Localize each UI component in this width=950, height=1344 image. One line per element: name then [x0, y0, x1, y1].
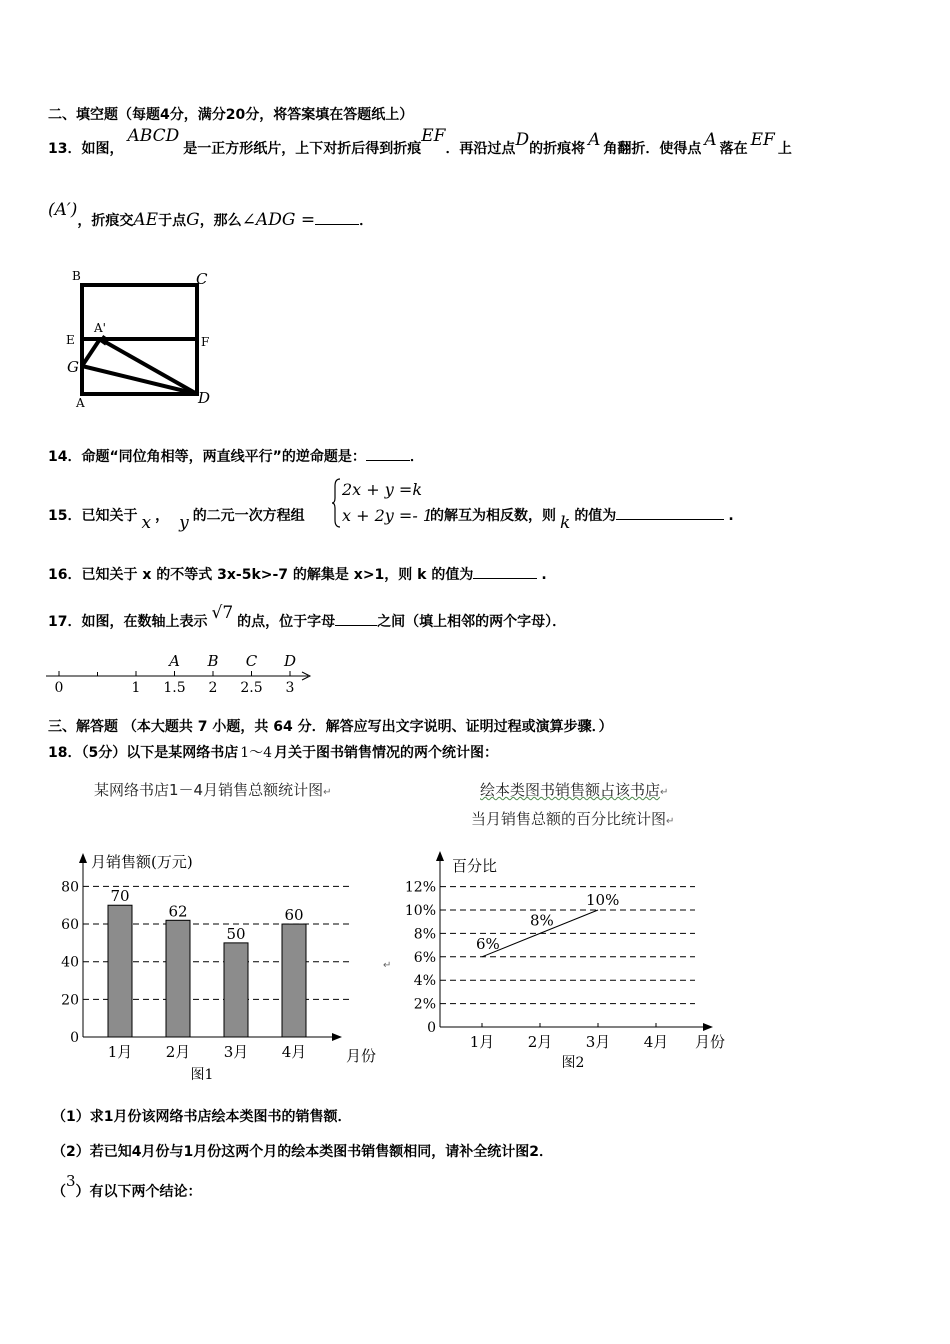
chart1-ytick-label: 20 [61, 992, 79, 1009]
q15-answer-blank [616, 505, 724, 520]
q18-sub3 [52, 1172, 202, 1203]
label-d: D [198, 389, 211, 407]
q18-sub3-text: ）有以下两个结论： [75, 1184, 202, 1200]
q13-math-ae: AE [133, 210, 159, 230]
q15-equation-2: x + 2y =- 1 [342, 506, 433, 525]
q15-system-brace [332, 478, 340, 528]
label-c: C [196, 270, 208, 288]
chart2-category-label: 2月 [527, 1033, 553, 1051]
q14-text: 14．命题“同位角相等，两直线平行”的逆命题是： [48, 449, 366, 465]
q13-math-a1: A [588, 130, 601, 150]
q18-sub3-num: 3 [66, 1172, 76, 1190]
q15-math-k: k [560, 513, 571, 533]
q18-text: 18．（5分）以下是某网络书店 [48, 745, 239, 761]
label-e: E [66, 333, 75, 347]
q16-text: 16．已知关于 x 的不等式 3x-5k>-7 的解集是 x>1，则 k 的值为 [48, 567, 474, 583]
chart1-bar-value-label: 50 [226, 924, 246, 943]
q13-text7: ，折痕交 [77, 213, 134, 229]
q15-text5: 的值为 [574, 508, 617, 524]
chart2-category-label: 3月 [585, 1033, 611, 1051]
chart2-x-arrow [703, 1023, 713, 1031]
q13-text3: 的折痕将 [529, 141, 586, 157]
chart2-line-chart [405, 845, 745, 1075]
q13-number: 13．如图， [48, 141, 124, 157]
chart1-ytick-label: 80 [61, 879, 79, 896]
section-2-heading: 二、填空题（每题4分，满分20分，将答案填在答题纸上） [48, 107, 414, 123]
q17-number-line [40, 650, 320, 696]
chart2-point-label: 6% [476, 934, 500, 953]
number-line-letter-D: D [283, 652, 297, 670]
q18-sub1: （1）求1月份该网络书店绘本类图书的销售额． [52, 1109, 352, 1125]
number-line-tick-label: 2 [208, 680, 218, 696]
q13-text8: 于点 [158, 213, 187, 229]
chart1-bar-chart [50, 845, 380, 1085]
q13-answer-blank [315, 210, 359, 225]
q13-math-a2: A [704, 130, 717, 150]
chart2-title-line1 [480, 779, 668, 800]
q15-math-x: x [141, 513, 152, 533]
chart2-ytick-label: 12% [405, 879, 436, 896]
between-charts-mark: ↵ [383, 960, 392, 971]
chart2-title2-mark: ↵ [666, 816, 675, 827]
question-18 [48, 742, 498, 762]
q15-text1: 15．已知关于 [48, 508, 138, 524]
q13-math-ef: EF [421, 126, 446, 146]
chart1-category-label: 3月 [223, 1043, 249, 1061]
brace-icon [332, 478, 342, 528]
chart1-x-arrow [332, 1033, 342, 1041]
chart1-category-label: 1月 [107, 1043, 133, 1061]
fold-ga [82, 339, 100, 366]
q13-text5: 落在 [719, 141, 748, 157]
label-g: G [67, 358, 79, 376]
number-line-tick-label: 3 [285, 680, 295, 696]
fold-ad [100, 339, 197, 394]
number-line-letter-C: C [245, 652, 258, 670]
q14-end: ． [409, 449, 424, 465]
q13-text1: 是一正方形纸片，上下对折后得到折痕 [183, 141, 422, 157]
q17-text3: 之间（填上相邻的两个字母）． [377, 614, 567, 630]
chart2-title-text: 绘本类图书销售额占该书店 [480, 781, 661, 799]
chart2-y-arrow [436, 851, 444, 861]
q18-sub2: （2）若已知4月份与1月份这两个月的绘本类图书销售额相同，请补全统计图2． [52, 1144, 553, 1160]
chart1-title [94, 779, 331, 800]
q15-text4: 的解互为相反数，则 [430, 508, 556, 524]
question-13-line1 [48, 126, 792, 167]
label-b: B [72, 269, 81, 283]
q13-math-aprime: (A′) [48, 200, 78, 220]
chart2-title2-text: 当月销售总额的百分比统计图 [471, 810, 667, 828]
q16-answer-blank [473, 564, 537, 579]
question-17 [48, 603, 567, 633]
chart1-caption: 图1 [190, 1067, 214, 1083]
chart1-ylabel: 月销售额(万元) [91, 853, 193, 871]
chart2-ytick-label: 2% [413, 996, 436, 1013]
number-line-letter-A: A [169, 652, 180, 670]
q17-text2: 的点，位于字母 [237, 614, 336, 630]
chart2-ytick-label: 6% [413, 949, 436, 966]
number-line-tick-label: 1.5 [163, 680, 186, 696]
chart1-bar-value-label: 62 [168, 902, 188, 921]
number-line-tick-label: 0 [54, 680, 64, 696]
question-15-cont [430, 505, 734, 533]
chart2-point-label: 10% [586, 891, 620, 909]
chart1-bar [224, 943, 248, 1037]
number-line-letter-B: B [207, 652, 219, 670]
chart2-category-label: 4月 [643, 1033, 669, 1051]
chart2-category-label: 1月 [469, 1033, 495, 1051]
section-3-heading: 三、解答题 （本大题共 7 小题，共 64 分．解答应写出文字说明、证明过程或演算步骤．） [48, 719, 613, 735]
question-16 [48, 564, 547, 584]
label-a: A [76, 396, 85, 410]
chart1-title-mark: ↵ [323, 787, 332, 798]
q15-text3: 的二元一次方程组 [192, 508, 305, 524]
question-13-line2 [48, 200, 373, 241]
q16-end: . [541, 567, 547, 583]
q15-equation-1: 2x + y =k [342, 480, 423, 499]
q13-text6: 上 [777, 141, 792, 157]
q13-text9: ，那么 [199, 213, 242, 229]
chart2-ytick-label: 4% [413, 973, 436, 990]
chart2-ylabel: 百分比 [452, 857, 498, 875]
label-f: F [201, 335, 210, 349]
chart2-title-line2 [471, 808, 674, 829]
chart1-bar-value-label: 60 [284, 906, 304, 925]
q13-text10: ． [359, 213, 374, 229]
q13-square-figure [60, 262, 220, 412]
q13-math-abcd: ABCD [127, 126, 180, 146]
q13-math-d: D [515, 130, 530, 150]
q15-text2: ， [155, 508, 170, 524]
question-15 [48, 505, 305, 533]
chart1-category-label: 4月 [281, 1043, 307, 1061]
q14-answer-blank [366, 446, 410, 461]
q15-end: . [728, 508, 734, 524]
q18-month-range: 1～4 [240, 745, 273, 761]
q18-sub3-open: （ [52, 1184, 66, 1200]
chart1-bar [166, 920, 190, 1037]
chart1-bar [108, 905, 132, 1037]
q15-math-y: y [179, 513, 189, 533]
label-aprime: A' [94, 321, 106, 335]
q17-math-sqrt: √7 [211, 603, 234, 623]
chart2-xlabel: 月份 [695, 1033, 726, 1051]
chart2-ytick-label: 8% [413, 926, 436, 943]
q13-text2: ．再沿过点 [445, 141, 516, 157]
q13-math-ef2: EF [750, 130, 775, 150]
chart2-point-label: 8% [530, 911, 554, 930]
chart2-ytick-label: 10% [405, 903, 436, 919]
chart1-title-text: 某网络书店1－4月销售总额统计图 [94, 781, 324, 799]
chart1-bar [282, 924, 306, 1037]
chart1-category-label: 2月 [165, 1043, 191, 1061]
number-line-tick-label: 2.5 [240, 680, 263, 696]
chart1-y-arrow [79, 853, 87, 863]
q13-text4: 角翻折．使得点 [603, 141, 702, 157]
chart1-ytick-label: 0 [70, 1030, 79, 1046]
q17-text1: 17．如图，在数轴上表示 [48, 614, 208, 630]
question-14 [48, 446, 424, 466]
q17-answer-blank [335, 611, 377, 626]
chart1-ytick-label: 40 [61, 954, 79, 971]
q18-text2: 月关于图书销售情况的两个统计图： [274, 745, 499, 761]
number-line-tick-label: 1 [131, 680, 141, 696]
chart1-xlabel: 月份 [346, 1047, 377, 1065]
chart2-caption: 图2 [561, 1055, 585, 1071]
chart1-bar-value-label: 70 [110, 887, 130, 906]
chart1-ytick-label: 60 [61, 917, 79, 934]
q13-math-angle: ∠ADG = [241, 210, 316, 230]
q13-math-g: G [186, 210, 200, 230]
chart2-ytick-label: 0 [427, 1020, 436, 1036]
fold-gd [82, 366, 197, 394]
chart2-title-mark: ↵ [660, 787, 669, 798]
